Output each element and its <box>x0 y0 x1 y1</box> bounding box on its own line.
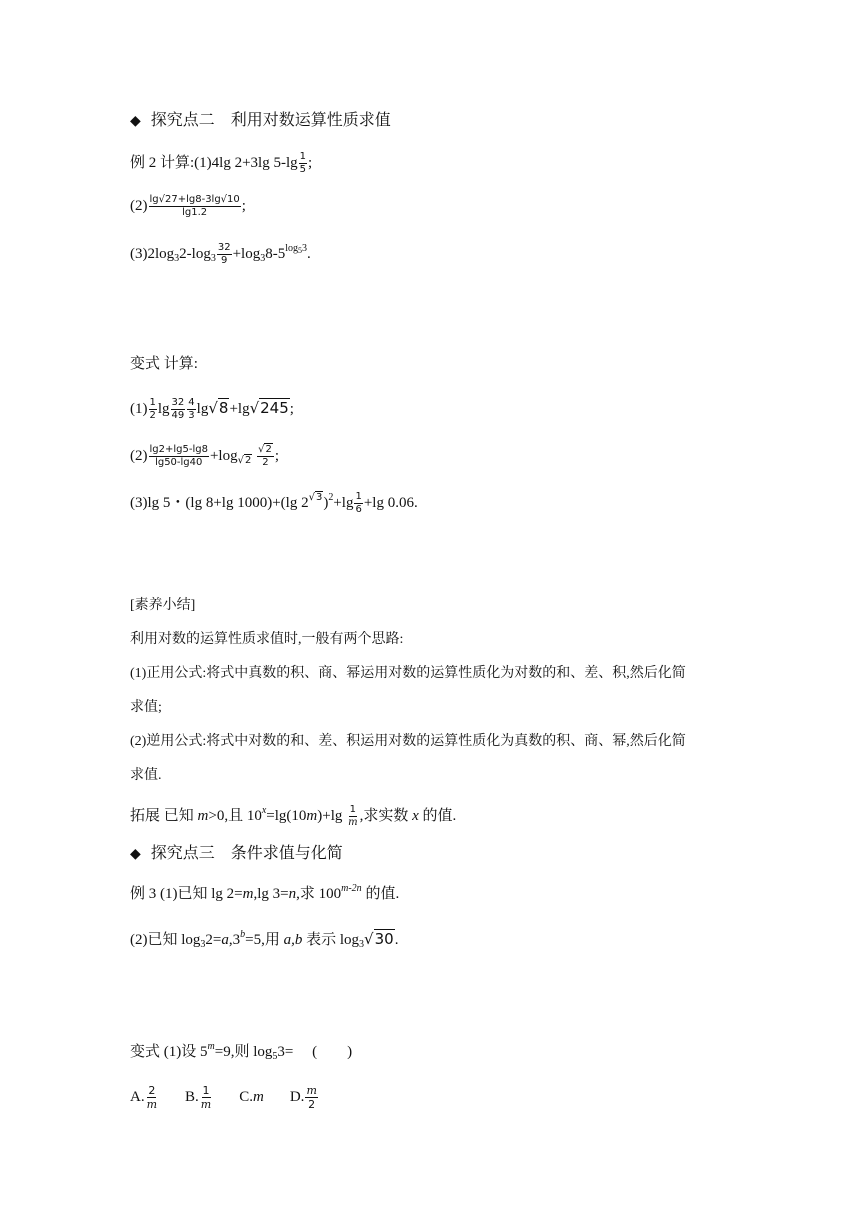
diamond-bullet-icon: ◆ <box>130 114 141 129</box>
expression-text: (1)4lg 2+3lg 5-lg <box>194 154 298 171</box>
denominator: lg1.2 <box>182 207 208 218</box>
numerator: 1 <box>299 151 306 162</box>
summary-title: [素养小结] <box>130 598 196 613</box>
expression-text: 例 3 (1)已知 lg 2= <box>130 886 243 902</box>
punct: ; <box>274 447 280 464</box>
fraction <box>146 1085 158 1110</box>
exp-arg: 3 <box>302 242 307 254</box>
numerator: 1 <box>202 1084 210 1097</box>
exponent: m <box>207 1041 215 1052</box>
log-base: 5 <box>272 1051 278 1062</box>
exponent: 2 <box>328 491 334 503</box>
item-label: (2) <box>130 197 148 214</box>
summary-line-2: (1)正用公式:将式中真数的积、商、幂运用对数的运算性质化为对数的和、差、积,然后化简 <box>130 666 686 681</box>
variable: m <box>242 886 254 902</box>
denominator: m <box>200 1098 212 1111</box>
option-label: A. <box>130 1088 145 1105</box>
option-d[interactable] <box>290 1085 319 1110</box>
expression-text: lg <box>157 401 170 417</box>
item-label: (1) <box>130 401 148 417</box>
numerator <box>257 445 274 457</box>
variable: m <box>197 807 209 824</box>
expression-text: =5,用 <box>245 932 284 948</box>
numerator: 1 <box>349 804 357 815</box>
punct: . <box>307 245 311 262</box>
expression-text: ,3 <box>228 932 241 948</box>
example-3-line-1 <box>130 884 399 904</box>
variable: x <box>412 807 419 824</box>
expression-text: 的值. <box>418 807 457 824</box>
option-b[interactable] <box>185 1085 213 1110</box>
variable: a,b <box>283 932 303 948</box>
log-base: 3 <box>210 252 216 264</box>
exp-log: log <box>285 242 298 254</box>
fraction <box>200 1085 212 1110</box>
extension-label: 拓展 已知 <box>130 807 198 824</box>
log-base: 3 <box>359 939 365 950</box>
example-2-line-1 <box>130 152 312 175</box>
exponent: m-2n <box>341 883 362 894</box>
radicand: 2 <box>265 444 272 455</box>
expression-text: 2= <box>205 932 222 948</box>
diamond-bullet-icon: ◆ <box>130 847 141 862</box>
expression-text: ,lg 3= <box>253 886 289 902</box>
expression-text: 8-5 <box>265 245 286 262</box>
sqrt-icon: √ <box>364 930 374 948</box>
denominator: 2 <box>308 1098 316 1111</box>
expression-text: 3= ( ) <box>277 1044 353 1060</box>
fraction <box>354 492 362 515</box>
expression-text: ,求 100 <box>296 886 342 902</box>
punct: . <box>394 932 399 948</box>
example-2-line-3 <box>130 243 311 266</box>
variant-2-question <box>130 1042 352 1062</box>
expression-text: +lg <box>229 401 250 417</box>
option-a[interactable] <box>130 1085 159 1110</box>
sqrt-icon: √ <box>258 444 265 455</box>
option-label: D. <box>289 1088 305 1105</box>
punct: ; <box>289 401 294 417</box>
fraction <box>257 445 274 468</box>
sqrt-icon: √ <box>249 399 260 417</box>
numerator: 1 <box>355 491 362 502</box>
radicand: 30 <box>374 930 394 948</box>
expression-text: (3)2log <box>130 245 175 262</box>
fraction <box>187 398 195 421</box>
fraction <box>305 1085 317 1110</box>
section-heading-2 <box>130 111 391 132</box>
expression-text: ) <box>323 494 329 511</box>
expression-text: )+lg <box>317 807 347 824</box>
variant-1-line-1 <box>130 398 294 421</box>
option-value: m <box>253 1088 264 1105</box>
fraction <box>149 398 157 421</box>
radicand: 3 <box>315 491 323 503</box>
sqrt-icon: √ <box>308 491 315 503</box>
option-label: C. <box>239 1088 253 1105</box>
example-2-line-2 <box>130 195 246 218</box>
denominator: 9 <box>221 255 228 266</box>
exponent <box>285 243 307 254</box>
expression-text: >0,且 10 <box>208 807 262 824</box>
expression-text: (2)已知 log <box>130 932 201 948</box>
numerator: lg2+lg5-lg8 <box>149 444 208 455</box>
extension-line <box>130 805 456 828</box>
variable: m <box>306 807 318 824</box>
numerator: 32 <box>217 242 231 253</box>
expression-text: 表示 log <box>302 932 360 948</box>
variant-2-options <box>130 1085 345 1110</box>
denominator: m <box>146 1098 158 1111</box>
numerator: 2 <box>148 1084 156 1097</box>
expression-text: +log <box>209 447 238 464</box>
radicand: 2 <box>244 454 252 466</box>
exp-base: 5 <box>298 245 302 255</box>
expression-text: 2-log <box>179 245 211 262</box>
fraction <box>217 243 232 266</box>
variant-1-line-3 <box>130 492 418 515</box>
log-base: 3 <box>200 939 206 950</box>
expression-text: ,求实数 <box>359 807 413 824</box>
fraction <box>299 152 307 175</box>
expression-text: =9,则 log <box>214 1044 273 1060</box>
denominator: 49 <box>171 410 185 422</box>
exponent <box>309 491 324 503</box>
numerator: 1 <box>149 397 156 409</box>
summary-line-1: 利用对数的运算性质求值时,一般有两个思路: <box>130 632 404 647</box>
expression-text: 的值. <box>361 886 400 902</box>
fraction <box>149 195 241 218</box>
sqrt-icon: √ <box>208 399 218 417</box>
radicand: 245 <box>260 399 289 417</box>
variant-1-title: 变式 计算: <box>130 356 198 372</box>
exponent: b <box>240 929 246 940</box>
sqrt-icon: √ <box>237 454 244 466</box>
punct: ; <box>308 154 313 171</box>
section-heading-3 <box>130 844 343 865</box>
punct: ; <box>241 197 246 214</box>
log-base <box>238 454 253 466</box>
example-3-line-2 <box>130 929 398 950</box>
expression-text: +lg <box>333 494 354 511</box>
variable: a <box>221 932 229 948</box>
expression-text: =lg(10 <box>266 807 307 824</box>
fraction <box>149 445 209 468</box>
log-base: 3 <box>260 252 266 264</box>
summary-line-3: 求值; <box>130 700 162 715</box>
example-label: 例 2 计算: <box>130 154 195 171</box>
radicand: 8 <box>218 399 229 417</box>
numerator: lg√27+lg8-3lg√10 <box>149 194 240 205</box>
denominator: 2 <box>149 410 156 422</box>
expression-text: 变式 (1)设 5 <box>130 1044 208 1060</box>
log-base: 3 <box>174 252 180 264</box>
denominator: 3 <box>188 410 195 422</box>
denominator: 6 <box>355 504 362 515</box>
variant-1-line-2 <box>130 445 279 468</box>
expression-text: +lg 0.06. <box>363 494 418 511</box>
section-title: 探究点三 条件求值与化简 <box>150 845 343 862</box>
denominator: lg50-lg40 <box>155 457 203 468</box>
expression-text: (3)lg 5・(lg 8+lg 1000)+(lg 2 <box>130 494 309 511</box>
option-label: B. <box>185 1088 199 1105</box>
denominator: m <box>348 817 358 828</box>
denominator: 2 <box>262 457 269 468</box>
numerator: 32 <box>171 397 185 409</box>
fraction <box>347 805 358 828</box>
item-label: (2) <box>130 447 148 464</box>
denominator: 5 <box>299 164 306 175</box>
section-title: 探究点二 利用对数运算性质求值 <box>150 112 391 129</box>
numerator: 4 <box>188 397 195 409</box>
expression-text: +log <box>232 245 261 262</box>
expression-text: lg <box>196 401 209 417</box>
variable: n <box>288 886 297 902</box>
exponent: x <box>261 804 267 816</box>
summary-line-5: 求值. <box>130 768 162 783</box>
fraction <box>171 398 186 421</box>
numerator: m <box>306 1084 317 1097</box>
option-c[interactable] <box>239 1087 264 1107</box>
summary-line-4: (2)逆用公式:将式中对数的和、差、积运用对数的运算性质化为真数的积、商、幂,然后化简 <box>130 734 686 749</box>
